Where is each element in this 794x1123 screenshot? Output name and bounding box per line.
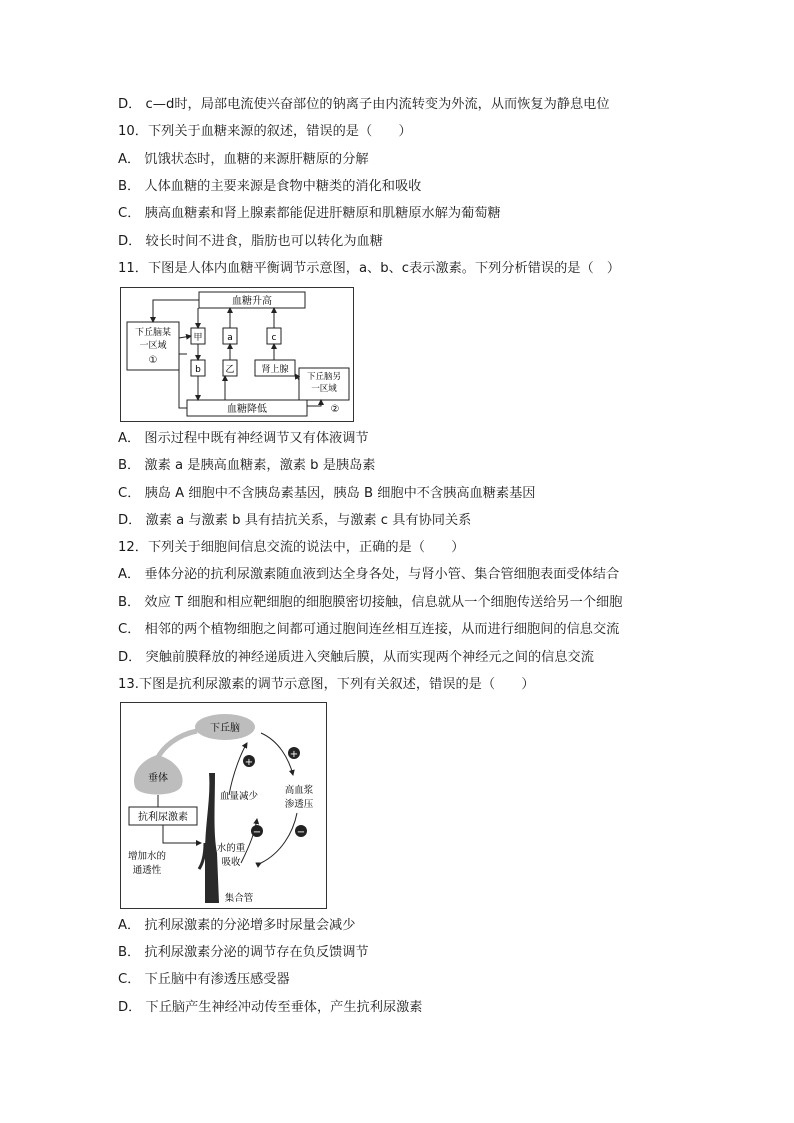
q11-yi-label: 乙 — [225, 365, 235, 375]
q13-reabsorb-line1: 水的重 — [216, 843, 246, 854]
q10-option-a: A． 饥饿状态时，血糖的来源肝糖原的分解 — [118, 152, 369, 167]
q11-left-region-line1: 下丘脑某 — [134, 328, 172, 338]
q11-blood-sugar-diagram — [120, 287, 354, 422]
q11-right-region-line2: 一区域 — [311, 384, 337, 394]
q13-minus-right-sign: − — [296, 827, 306, 838]
q13-pituitary-label: 垂体 — [148, 773, 168, 784]
q10-stem: 10．下列关于血糖来源的叙述，错误的是（ ） — [118, 124, 412, 139]
q13-adh-diagram — [120, 702, 327, 909]
q11-right-region-line3: ② — [330, 404, 340, 415]
q13-high-osm-line1: 高血浆 — [284, 785, 314, 796]
q13-duct-label: 集合管 — [224, 893, 254, 904]
q10-option-d: D． 较长时间不进食，脂肪也可以转化为血糖 — [118, 234, 383, 249]
q13-minus-left-sign: − — [252, 827, 262, 838]
q13-hypothalamus-label: 下丘脑 — [210, 723, 240, 734]
q13-permeability-line2: 通透性 — [132, 865, 162, 876]
q9-option-d: D． c—d时，局部电流使兴奋部位的钠离子由内流转变为外流，从而恢复为静息电位 — [118, 97, 610, 112]
q11-bottom-label: 血糖降低 — [227, 404, 267, 415]
q13-adh-label: 抗利尿激素 — [138, 812, 188, 823]
q11-b-label: b — [195, 365, 201, 375]
q11-jia-label: 甲 — [193, 333, 203, 343]
q13-option-a: A． 抗利尿激素的分泌增多时尿量会减少 — [118, 918, 356, 933]
q11-option-c: C． 胰岛 A 细胞中不含胰岛素基因，胰岛 B 细胞中不含胰高血糖素基因 — [118, 486, 536, 501]
q13-reabsorb-line2: 吸收 — [221, 857, 241, 868]
q11-a-label: a — [227, 333, 233, 343]
q10-option-b: B． 人体血糖的主要来源是食物中糖类的消化和吸收 — [118, 179, 422, 194]
q11-option-a: A． 图示过程中既有神经调节又有体液调节 — [118, 431, 369, 446]
q13-high-osm-line2: 渗透压 — [284, 799, 314, 810]
q11-c-label: c — [271, 333, 277, 343]
q13-option-b: B． 抗利尿激素分泌的调节存在负反馈调节 — [118, 945, 369, 960]
q13-blood-loss-label: 血量减少 — [219, 791, 259, 802]
q11-diagram-svg — [121, 288, 353, 421]
q13-diagram-svg — [121, 703, 326, 908]
q11-stem: 11．下图是人体内血糖平衡调节示意图，a、b、c表示激素。下列分析错误的是（ ） — [118, 261, 621, 276]
q12-option-c: C． 相邻的两个植物细胞之间都可通过胞间连丝相互连接，从而进行细胞间的信息交流 — [118, 622, 620, 637]
q13-option-d: D． 下丘脑产生神经冲动传至垂体，产生抗利尿激素 — [118, 1000, 423, 1015]
q12-option-b: B． 效应 T 细胞和相应靶细胞的细胞膜密切接触，信息就从一个细胞传送给另一个细胞 — [118, 595, 623, 610]
q11-option-d: D． 激素 a 与激素 b 具有拮抗关系，与激素 c 具有协同关系 — [118, 513, 472, 528]
q11-adrenal-label: 肾上腺 — [261, 365, 289, 375]
q11-left-region-line2: 一区域 — [139, 341, 167, 351]
q13-plus-right-sign: + — [289, 749, 299, 760]
q13-stem: 13.下图是抗利尿激素的调节示意图，下列有关叙述，错误的是（ ） — [118, 677, 535, 692]
q13-collecting-duct-shape — [205, 773, 219, 903]
q11-right-region-line1: 下丘脑另 — [306, 372, 342, 382]
q12-stem: 12．下列关于细胞间信息交流的说法中，正确的是（ ） — [118, 540, 465, 555]
q11-option-b: B． 激素 a 是胰高血糖素，激素 b 是胰岛素 — [118, 458, 376, 473]
q13-permeability-line1: 增加水的 — [127, 851, 167, 862]
q11-top-label: 血糖升高 — [232, 296, 272, 307]
q12-option-a: A． 垂体分泌的抗利尿激素随血液到达全身各处，与肾小管、集合管细胞表面受体结合 — [118, 567, 620, 582]
q13-plus-left-sign: + — [244, 757, 254, 768]
q11-left-region-line3: ① — [148, 355, 158, 366]
q10-option-c: C． 胰高血糖素和肾上腺素都能促进肝糖原和肌糖原水解为葡萄糖 — [118, 206, 501, 221]
q12-option-d: D． 突触前膜释放的神经递质进入突触后膜，从而实现两个神经元之间的信息交流 — [118, 650, 594, 665]
q13-option-c: C． 下丘脑中有渗透压感受器 — [118, 972, 290, 987]
